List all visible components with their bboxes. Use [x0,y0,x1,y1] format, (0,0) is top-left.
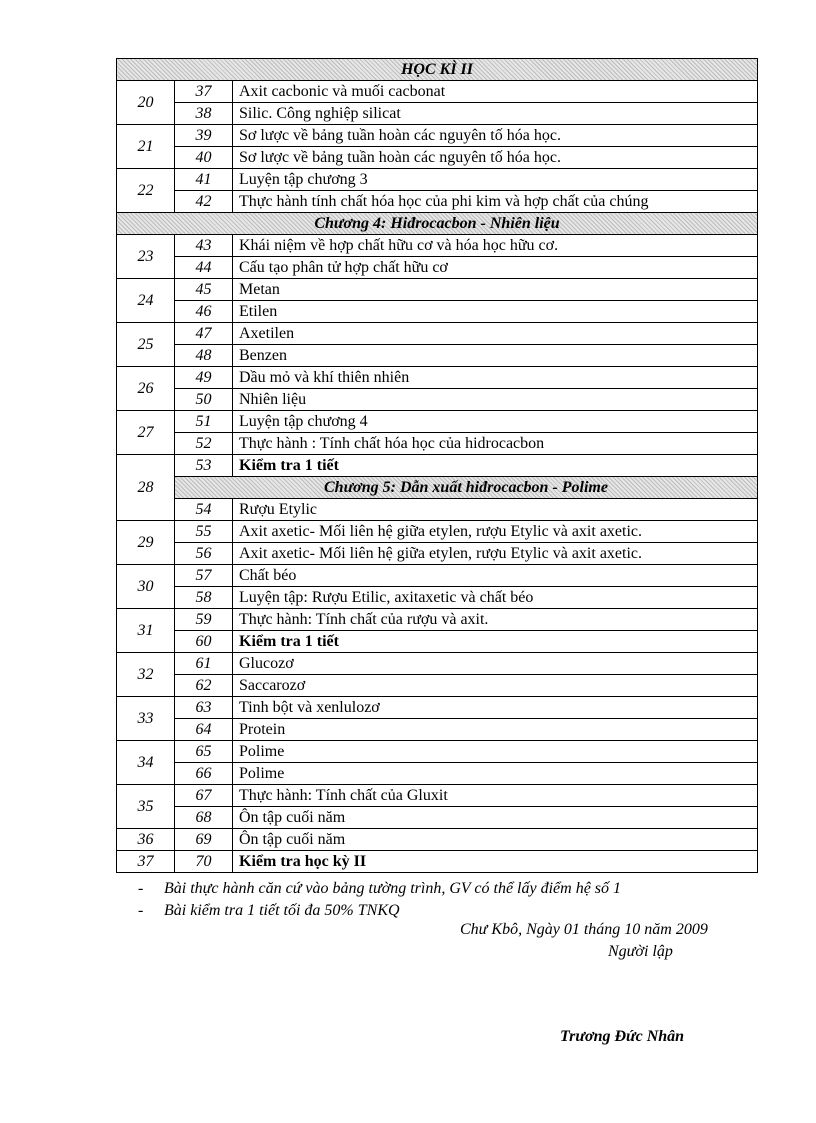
lesson-number: 44 [175,257,233,279]
lesson-number: 65 [175,741,233,763]
week-cell: 31 [117,609,175,653]
lesson-title: Tinh bột và xenlulozơ [233,697,758,719]
lesson-number: 50 [175,389,233,411]
table-row [117,411,758,433]
table-row [117,697,758,719]
lesson-number: 46 [175,301,233,323]
lesson-title: Protein [233,719,758,741]
lesson-number: 59 [175,609,233,631]
chapter-5-title: Chương 5: Dẫn xuất hiđrocacbon - Polime [175,477,758,499]
lesson-number: 53 [175,455,233,477]
lesson-number: 49 [175,367,233,389]
lesson-number: 54 [175,499,233,521]
lesson-title: Ôn tập cuối năm [233,829,758,851]
table-row [117,323,758,345]
week-cell: 34 [117,741,175,785]
lesson-number: 68 [175,807,233,829]
lesson-title: Sơ lược về bảng tuần hoàn các nguyên tố hóa học. [233,125,758,147]
week-cell: 32 [117,653,175,697]
table-row [117,763,758,785]
lesson-title: Ôn tập cuối năm [233,807,758,829]
lesson-number: 51 [175,411,233,433]
lesson-title: Luyện tập: Rượu Etilic, axitaxetic và chất béo [233,587,758,609]
lesson-title: Thực hành: Tính chất của rượu và axit. [233,609,758,631]
lesson-title: Chất béo [233,565,758,587]
lesson-plan-table [116,58,758,873]
table-row [117,565,758,587]
week-cell: 24 [117,279,175,323]
lesson-number: 47 [175,323,233,345]
lesson-number: 52 [175,433,233,455]
lesson-title: Silic. Công nghiệp silicat [233,103,758,125]
table-row [117,543,758,565]
lesson-title: Cấu tạo phân tử hợp chất hữu cơ [233,257,758,279]
lesson-title: Axetilen [233,323,758,345]
lesson-number: 70 [175,851,233,873]
lesson-title: Metan [233,279,758,301]
bullet-dash: - [138,902,144,919]
lesson-title: Nhiên liệu [233,389,758,411]
table-row [117,455,758,477]
lesson-title: Thực hành : Tính chất hóa học của hidrocacbon [233,433,758,455]
table-row [117,587,758,609]
lesson-number: 55 [175,521,233,543]
lesson-number: 69 [175,829,233,851]
lesson-number: 48 [175,345,233,367]
lesson-title: Axit cacbonic và muối cacbonat [233,81,758,103]
lesson-number: 38 [175,103,233,125]
table-row [117,741,758,763]
table-row [117,499,758,521]
week-cell: 20 [117,81,175,125]
table-row [117,301,758,323]
table-row [117,191,758,213]
table-row [117,609,758,631]
week-cell: 23 [117,235,175,279]
table-row [117,851,758,873]
lesson-number: 37 [175,81,233,103]
lesson-title: Kiểm tra học kỳ II [233,851,758,873]
table-row [117,147,758,169]
table-row [117,653,758,675]
table-row [117,257,758,279]
table-row [117,631,758,653]
lesson-title: Luyện tập chương 3 [233,169,758,191]
week-cell: 25 [117,323,175,367]
lesson-title: Kiểm tra 1 tiết [233,631,758,653]
lesson-number: 60 [175,631,233,653]
bullet-dash: - [138,880,144,897]
note-item [138,878,621,900]
week-cell: 22 [117,169,175,213]
preparer-role: Người lập [608,943,673,960]
lesson-number: 39 [175,125,233,147]
lesson-title: Khái niệm về hợp chất hữu cơ và hóa học hữu cơ. [233,235,758,257]
lesson-title: Thực hành tính chất hóa học của phi kim và hợp chất của chúng [233,191,758,213]
note-text: Bài kiểm tra 1 tiết tối đa 50% TNKQ [164,902,400,919]
table-row [117,719,758,741]
lesson-number: 62 [175,675,233,697]
table-row [117,389,758,411]
table-row [117,345,758,367]
week-cell: 27 [117,411,175,455]
week-cell: 33 [117,697,175,741]
section-row-semester [117,59,758,81]
lesson-title: Axit axetic- Mối liên hệ giữa etylen, rượu Etylic và axit axetic. [233,543,758,565]
lesson-title: Luyện tập chương 4 [233,411,758,433]
lesson-number: 63 [175,697,233,719]
lesson-title: Polime [233,741,758,763]
note-text: Bài thực hành căn cứ vào bảng tường trình, GV có thể lấy điểm hệ số 1 [164,880,622,897]
signer-name: Trương Đức Nhân [560,1028,685,1045]
lesson-title: Thực hành: Tính chất của Gluxit [233,785,758,807]
table-row [117,521,758,543]
chapter-4-title: Chương 4: Hiđrocacbon - Nhiên liệu [117,213,758,235]
lesson-title: Axit axetic- Mối liên hệ giữa etylen, rượu Etylic và axit axetic. [233,521,758,543]
section-row-chapter-5 [117,477,758,499]
table-row [117,81,758,103]
table-row [117,279,758,301]
lesson-number: 43 [175,235,233,257]
place-date: Chư Kbô, Ngày 01 tháng 10 năm 2009 [460,921,708,938]
lesson-number: 64 [175,719,233,741]
week-cell: 36 [117,829,175,851]
lesson-title: Dầu mỏ và khí thiên nhiên [233,367,758,389]
lesson-title: Rượu Etylic [233,499,758,521]
table-row [117,807,758,829]
week-cell: 26 [117,367,175,411]
lesson-title: Polime [233,763,758,785]
week-cell: 28 [117,455,175,521]
lesson-number: 67 [175,785,233,807]
lesson-number: 42 [175,191,233,213]
lesson-title: Benzen [233,345,758,367]
table-row [117,103,758,125]
lesson-title: Etilen [233,301,758,323]
week-cell: 30 [117,565,175,609]
table-row [117,169,758,191]
week-cell: 29 [117,521,175,565]
table-row [117,235,758,257]
week-cell: 37 [117,851,175,873]
table-row [117,125,758,147]
table-row [117,829,758,851]
lesson-number: 66 [175,763,233,785]
lesson-number: 41 [175,169,233,191]
lesson-title: Glucozơ [233,653,758,675]
table-row [117,785,758,807]
lesson-number: 58 [175,587,233,609]
lesson-title: Kiểm tra 1 tiết [233,455,758,477]
week-cell: 21 [117,125,175,169]
table-row [117,433,758,455]
lesson-number: 56 [175,543,233,565]
section-row-chapter-4 [117,213,758,235]
note-item [138,900,621,922]
notes [138,878,621,922]
lesson-title: Sơ lược về bảng tuần hoàn các nguyên tố hóa học. [233,147,758,169]
week-cell: 35 [117,785,175,829]
semester-title: HỌC KÌ II [117,59,758,81]
lesson-number: 57 [175,565,233,587]
lesson-number: 61 [175,653,233,675]
lesson-number: 40 [175,147,233,169]
lesson-number: 45 [175,279,233,301]
table-row [117,675,758,697]
table-row [117,367,758,389]
lesson-title: Saccarozơ [233,675,758,697]
